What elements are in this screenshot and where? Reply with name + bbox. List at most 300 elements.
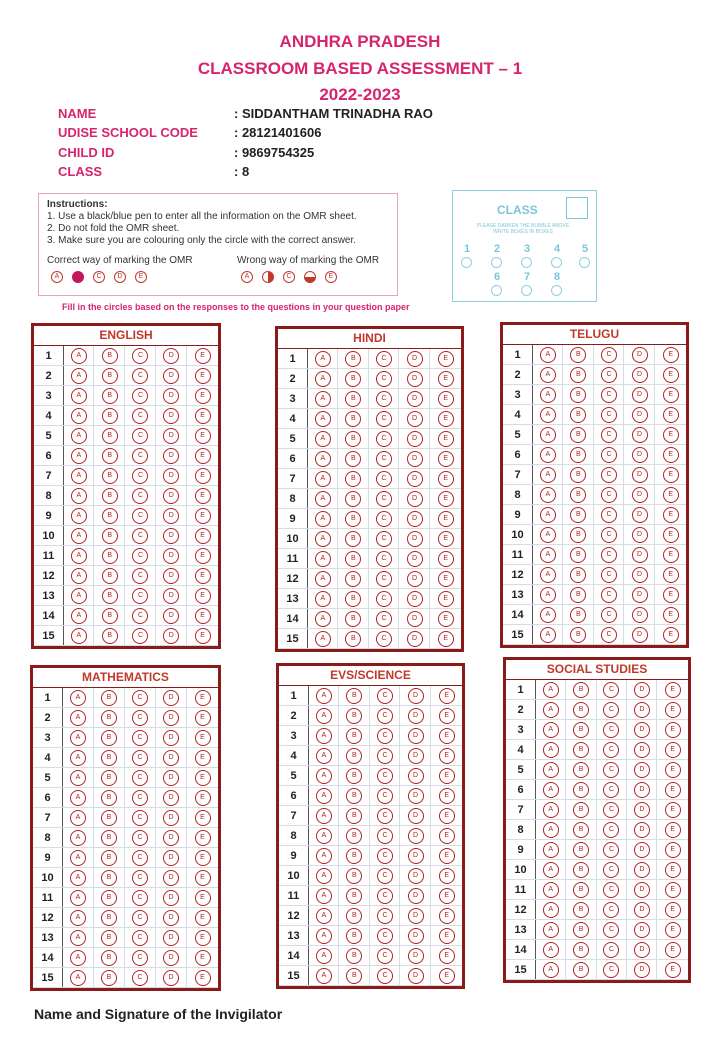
answer-bubble-a[interactable]: A [316,748,332,764]
answer-bubble-c[interactable]: C [376,571,392,587]
answer-bubble-b[interactable]: B [345,371,361,387]
answer-bubble-e[interactable]: E [195,548,211,564]
answer-bubble-c[interactable]: C [132,528,148,544]
answer-bubble-b[interactable]: B [102,428,118,444]
answer-bubble-d[interactable]: D [163,810,179,826]
answer-bubble-b[interactable]: B [346,768,362,784]
answer-bubble-a[interactable]: A [316,708,332,724]
answer-bubble-e[interactable]: E [439,848,455,864]
answer-bubble-b[interactable]: B [345,351,361,367]
answer-bubble-c[interactable]: C [603,782,619,798]
answer-bubble-b[interactable]: B [570,607,586,623]
answer-bubble-e[interactable]: E [438,371,454,387]
answer-bubble-b[interactable]: B [101,850,117,866]
answer-bubble-e[interactable]: E [439,788,455,804]
answer-bubble-e[interactable]: E [439,828,455,844]
answer-bubble-b[interactable]: B [570,527,586,543]
answer-bubble-e[interactable]: E [665,962,681,978]
answer-bubble-e[interactable]: E [663,487,679,503]
answer-bubble-e[interactable]: E [665,782,681,798]
answer-bubble-a[interactable]: A [70,910,86,926]
answer-bubble-c[interactable]: C [376,471,392,487]
answer-bubble-a[interactable]: A [315,631,331,647]
answer-bubble-a[interactable]: A [315,591,331,607]
answer-bubble-c[interactable]: C [132,710,148,726]
answer-bubble-d[interactable]: D [634,762,650,778]
answer-bubble-a[interactable]: A [71,568,87,584]
answer-bubble-a[interactable]: A [71,528,87,544]
answer-bubble-d[interactable]: D [408,868,424,884]
answer-bubble-c[interactable]: C [132,830,148,846]
answer-bubble-d[interactable]: D [632,507,648,523]
answer-bubble-c[interactable]: C [377,968,393,984]
answer-bubble-d[interactable]: D [407,591,423,607]
answer-bubble-a[interactable]: A [315,611,331,627]
answer-bubble-d[interactable]: D [634,802,650,818]
answer-bubble-c[interactable]: C [601,387,617,403]
answer-bubble-e[interactable]: E [439,868,455,884]
answer-bubble-b[interactable]: B [102,368,118,384]
answer-bubble-d[interactable]: D [163,528,179,544]
answer-bubble-d[interactable]: D [632,627,648,643]
answer-bubble-a[interactable]: A [316,808,332,824]
answer-bubble-a[interactable]: A [543,722,559,738]
answer-bubble-a[interactable]: A [315,351,331,367]
answer-bubble-a[interactable]: A [70,930,86,946]
answer-bubble-c[interactable]: C [132,468,148,484]
answer-bubble-e[interactable]: E [195,690,211,706]
answer-bubble-a[interactable]: A [543,822,559,838]
answer-bubble-a[interactable]: A [71,428,87,444]
answer-bubble-b[interactable]: B [102,588,118,604]
answer-bubble-b[interactable]: B [345,431,361,447]
answer-bubble-d[interactable]: D [634,722,650,738]
answer-bubble-c[interactable]: C [377,788,393,804]
class-write-box[interactable] [566,197,588,219]
answer-bubble-d[interactable]: D [632,387,648,403]
answer-bubble-a[interactable]: A [543,922,559,938]
answer-bubble-b[interactable]: B [573,702,589,718]
answer-bubble-a[interactable]: A [540,567,556,583]
answer-bubble-c[interactable]: C [132,890,148,906]
answer-bubble-b[interactable]: B [101,810,117,826]
answer-bubble-c[interactable]: C [377,928,393,944]
answer-bubble-c[interactable]: C [601,447,617,463]
answer-bubble-e[interactable]: E [195,508,211,524]
answer-bubble-b[interactable]: B [346,828,362,844]
answer-bubble-b[interactable]: B [346,908,362,924]
answer-bubble-c[interactable]: C [601,427,617,443]
answer-bubble-b[interactable]: B [346,708,362,724]
answer-bubble-a[interactable]: A [543,882,559,898]
answer-bubble-a[interactable]: A [71,448,87,464]
answer-bubble-b[interactable]: B [346,788,362,804]
answer-bubble-d[interactable]: D [407,411,423,427]
answer-bubble-c[interactable]: C [132,690,148,706]
class-bubble[interactable] [579,257,590,268]
answer-bubble-c[interactable]: C [603,762,619,778]
answer-bubble-a[interactable]: A [540,447,556,463]
answer-bubble-e[interactable]: E [195,770,211,786]
answer-bubble-e[interactable]: E [663,407,679,423]
answer-bubble-c[interactable]: C [132,408,148,424]
answer-bubble-a[interactable]: A [71,368,87,384]
answer-bubble-d[interactable]: D [163,428,179,444]
answer-bubble-a[interactable]: A [543,942,559,958]
answer-bubble-c[interactable]: C [377,908,393,924]
answer-bubble-a[interactable]: A [71,588,87,604]
answer-bubble-d[interactable]: D [632,607,648,623]
answer-bubble-e[interactable]: E [195,468,211,484]
answer-bubble-e[interactable]: E [195,870,211,886]
answer-bubble-c[interactable]: C [132,548,148,564]
answer-bubble-a[interactable]: A [316,728,332,744]
answer-bubble-c[interactable]: C [132,488,148,504]
class-bubble[interactable] [551,285,562,296]
answer-bubble-b[interactable]: B [346,888,362,904]
answer-bubble-a[interactable]: A [543,962,559,978]
answer-bubble-d[interactable]: D [634,902,650,918]
answer-bubble-b[interactable]: B [570,587,586,603]
answer-bubble-c[interactable]: C [376,611,392,627]
answer-bubble-a[interactable]: A [70,730,86,746]
answer-bubble-b[interactable]: B [101,890,117,906]
answer-bubble-b[interactable]: B [573,842,589,858]
answer-bubble-e[interactable]: E [663,587,679,603]
answer-bubble-d[interactable]: D [407,351,423,367]
answer-bubble-e[interactable]: E [195,890,211,906]
answer-bubble-a[interactable]: A [70,950,86,966]
answer-bubble-a[interactable]: A [315,371,331,387]
answer-bubble-b[interactable]: B [570,427,586,443]
answer-bubble-b[interactable]: B [345,631,361,647]
answer-bubble-b[interactable]: B [570,487,586,503]
answer-bubble-a[interactable]: A [315,471,331,487]
answer-bubble-a[interactable]: A [315,511,331,527]
answer-bubble-a[interactable]: A [540,607,556,623]
answer-bubble-d[interactable]: D [407,431,423,447]
answer-bubble-b[interactable]: B [102,348,118,364]
answer-bubble-a[interactable]: A [70,750,86,766]
answer-bubble-b[interactable]: B [346,748,362,764]
answer-bubble-e[interactable]: E [195,388,211,404]
answer-bubble-d[interactable]: D [408,968,424,984]
answer-bubble-e[interactable]: E [195,950,211,966]
answer-bubble-c[interactable]: C [132,348,148,364]
answer-bubble-c[interactable]: C [132,810,148,826]
answer-bubble-e[interactable]: E [665,922,681,938]
answer-bubble-a[interactable]: A [316,928,332,944]
answer-bubble-d[interactable]: D [634,742,650,758]
answer-bubble-c[interactable]: C [132,508,148,524]
answer-bubble-b[interactable]: B [570,467,586,483]
answer-bubble-d[interactable]: D [163,388,179,404]
answer-bubble-c[interactable]: C [603,802,619,818]
answer-bubble-d[interactable]: D [163,750,179,766]
answer-bubble-a[interactable]: A [70,890,86,906]
answer-bubble-e[interactable]: E [438,431,454,447]
answer-bubble-e[interactable]: E [665,902,681,918]
answer-bubble-e[interactable]: E [195,488,211,504]
answer-bubble-b[interactable]: B [570,387,586,403]
answer-bubble-c[interactable]: C [603,902,619,918]
answer-bubble-c[interactable]: C [132,628,148,644]
answer-bubble-c[interactable]: C [377,868,393,884]
answer-bubble-e[interactable]: E [195,790,211,806]
answer-bubble-d[interactable]: D [407,571,423,587]
answer-bubble-c[interactable]: C [376,491,392,507]
answer-bubble-a[interactable]: A [71,488,87,504]
answer-bubble-d[interactable]: D [163,910,179,926]
answer-bubble-e[interactable]: E [439,928,455,944]
answer-bubble-c[interactable]: C [132,910,148,926]
answer-bubble-c[interactable]: C [376,631,392,647]
answer-bubble-c[interactable]: C [376,511,392,527]
answer-bubble-e[interactable]: E [665,882,681,898]
answer-bubble-a[interactable]: A [70,830,86,846]
answer-bubble-d[interactable]: D [634,862,650,878]
answer-bubble-d[interactable]: D [634,962,650,978]
answer-bubble-c[interactable]: C [377,828,393,844]
answer-bubble-e[interactable]: E [195,628,211,644]
answer-bubble-a[interactable]: A [71,348,87,364]
answer-bubble-e[interactable]: E [663,427,679,443]
answer-bubble-d[interactable]: D [408,808,424,824]
answer-bubble-b[interactable]: B [102,608,118,624]
answer-bubble-e[interactable]: E [195,930,211,946]
answer-bubble-c[interactable]: C [603,842,619,858]
answer-bubble-d[interactable]: D [408,948,424,964]
answer-bubble-d[interactable]: D [408,828,424,844]
answer-bubble-d[interactable]: D [163,408,179,424]
answer-bubble-d[interactable]: D [634,782,650,798]
answer-bubble-b[interactable]: B [346,728,362,744]
answer-bubble-e[interactable]: E [665,802,681,818]
answer-bubble-b[interactable]: B [570,547,586,563]
answer-bubble-e[interactable]: E [439,768,455,784]
answer-bubble-c[interactable]: C [377,728,393,744]
answer-bubble-a[interactable]: A [540,427,556,443]
answer-bubble-d[interactable]: D [632,407,648,423]
answer-bubble-b[interactable]: B [101,970,117,986]
answer-bubble-c[interactable]: C [376,351,392,367]
answer-bubble-b[interactable]: B [102,628,118,644]
answer-bubble-d[interactable]: D [408,708,424,724]
answer-bubble-c[interactable]: C [132,750,148,766]
answer-bubble-a[interactable]: A [540,367,556,383]
answer-bubble-a[interactable]: A [315,431,331,447]
answer-bubble-b[interactable]: B [345,511,361,527]
answer-bubble-a[interactable]: A [316,888,332,904]
answer-bubble-d[interactable]: D [632,567,648,583]
answer-bubble-e[interactable]: E [195,730,211,746]
answer-bubble-b[interactable]: B [573,922,589,938]
answer-bubble-a[interactable]: A [543,742,559,758]
answer-bubble-a[interactable]: A [543,802,559,818]
class-bubble[interactable] [461,257,472,268]
answer-bubble-a[interactable]: A [315,571,331,587]
answer-bubble-e[interactable]: E [438,351,454,367]
answer-bubble-c[interactable]: C [132,950,148,966]
answer-bubble-d[interactable]: D [634,682,650,698]
answer-bubble-c[interactable]: C [377,688,393,704]
answer-bubble-c[interactable]: C [601,407,617,423]
answer-bubble-e[interactable]: E [663,607,679,623]
answer-bubble-c[interactable]: C [377,888,393,904]
answer-bubble-b[interactable]: B [102,468,118,484]
answer-bubble-e[interactable]: E [438,551,454,567]
answer-bubble-c[interactable]: C [132,588,148,604]
answer-bubble-b[interactable]: B [346,848,362,864]
answer-bubble-d[interactable]: D [163,568,179,584]
answer-bubble-e[interactable]: E [195,970,211,986]
answer-bubble-b[interactable]: B [101,690,117,706]
answer-bubble-c[interactable]: C [603,682,619,698]
answer-bubble-b[interactable]: B [573,882,589,898]
answer-bubble-b[interactable]: B [346,688,362,704]
answer-bubble-b[interactable]: B [345,591,361,607]
answer-bubble-b[interactable]: B [570,407,586,423]
answer-bubble-c[interactable]: C [132,448,148,464]
answer-bubble-b[interactable]: B [346,968,362,984]
answer-bubble-e[interactable]: E [663,627,679,643]
answer-bubble-a[interactable]: A [540,467,556,483]
answer-bubble-a[interactable]: A [543,702,559,718]
answer-bubble-b[interactable]: B [102,488,118,504]
answer-bubble-c[interactable]: C [377,808,393,824]
answer-bubble-e[interactable]: E [195,810,211,826]
answer-bubble-c[interactable]: C [132,428,148,444]
answer-bubble-d[interactable]: D [632,487,648,503]
answer-bubble-a[interactable]: A [543,762,559,778]
answer-bubble-d[interactable]: D [163,368,179,384]
answer-bubble-a[interactable]: A [71,408,87,424]
answer-bubble-e[interactable]: E [195,348,211,364]
answer-bubble-b[interactable]: B [345,571,361,587]
answer-bubble-e[interactable]: E [195,588,211,604]
answer-bubble-b[interactable]: B [573,722,589,738]
answer-bubble-b[interactable]: B [102,408,118,424]
answer-bubble-e[interactable]: E [665,702,681,718]
answer-bubble-c[interactable]: C [132,608,148,624]
class-bubble[interactable] [491,285,502,296]
answer-bubble-b[interactable]: B [101,950,117,966]
answer-bubble-a[interactable]: A [316,908,332,924]
answer-bubble-e[interactable]: E [438,631,454,647]
answer-bubble-c[interactable]: C [376,451,392,467]
answer-bubble-e[interactable]: E [665,762,681,778]
answer-bubble-d[interactable]: D [163,588,179,604]
answer-bubble-d[interactable]: D [407,391,423,407]
answer-bubble-e[interactable]: E [439,688,455,704]
answer-bubble-b[interactable]: B [573,742,589,758]
answer-bubble-d[interactable]: D [408,908,424,924]
answer-bubble-c[interactable]: C [376,411,392,427]
answer-bubble-a[interactable]: A [71,508,87,524]
answer-bubble-c[interactable]: C [601,467,617,483]
answer-bubble-e[interactable]: E [195,608,211,624]
answer-bubble-c[interactable]: C [132,568,148,584]
answer-bubble-d[interactable]: D [634,702,650,718]
answer-bubble-a[interactable]: A [316,828,332,844]
answer-bubble-a[interactable]: A [71,608,87,624]
answer-bubble-e[interactable]: E [439,888,455,904]
answer-bubble-d[interactable]: D [163,628,179,644]
answer-bubble-b[interactable]: B [101,830,117,846]
answer-bubble-a[interactable]: A [540,407,556,423]
answer-bubble-c[interactable]: C [376,551,392,567]
answer-bubble-c[interactable]: C [132,870,148,886]
answer-bubble-b[interactable]: B [573,962,589,978]
answer-bubble-b[interactable]: B [573,782,589,798]
answer-bubble-d[interactable]: D [163,970,179,986]
answer-bubble-e[interactable]: E [663,347,679,363]
answer-bubble-c[interactable]: C [603,742,619,758]
answer-bubble-a[interactable]: A [71,548,87,564]
answer-bubble-c[interactable]: C [377,748,393,764]
answer-bubble-d[interactable]: D [632,467,648,483]
answer-bubble-a[interactable]: A [71,468,87,484]
answer-bubble-d[interactable]: D [407,511,423,527]
answer-bubble-b[interactable]: B [573,862,589,878]
answer-bubble-b[interactable]: B [570,367,586,383]
answer-bubble-a[interactable]: A [540,487,556,503]
answer-bubble-b[interactable]: B [573,902,589,918]
answer-bubble-d[interactable]: D [408,888,424,904]
answer-bubble-b[interactable]: B [346,808,362,824]
answer-bubble-e[interactable]: E [663,527,679,543]
answer-bubble-a[interactable]: A [315,451,331,467]
answer-bubble-c[interactable]: C [132,790,148,806]
answer-bubble-d[interactable]: D [163,468,179,484]
answer-bubble-e[interactable]: E [438,471,454,487]
answer-bubble-a[interactable]: A [316,848,332,864]
answer-bubble-c[interactable]: C [603,822,619,838]
answer-bubble-e[interactable]: E [195,710,211,726]
answer-bubble-a[interactable]: A [70,790,86,806]
class-bubble[interactable] [521,285,532,296]
answer-bubble-a[interactable]: A [540,347,556,363]
answer-bubble-d[interactable]: D [632,447,648,463]
answer-bubble-b[interactable]: B [573,822,589,838]
answer-bubble-b[interactable]: B [345,391,361,407]
answer-bubble-d[interactable]: D [163,348,179,364]
answer-bubble-b[interactable]: B [570,627,586,643]
answer-bubble-e[interactable]: E [438,451,454,467]
answer-bubble-d[interactable]: D [407,451,423,467]
answer-bubble-a[interactable]: A [316,868,332,884]
answer-bubble-b[interactable]: B [101,770,117,786]
answer-bubble-c[interactable]: C [603,882,619,898]
answer-bubble-e[interactable]: E [663,467,679,483]
answer-bubble-d[interactable]: D [634,942,650,958]
answer-bubble-b[interactable]: B [345,531,361,547]
answer-bubble-a[interactable]: A [315,531,331,547]
answer-bubble-d[interactable]: D [408,768,424,784]
answer-bubble-d[interactable]: D [634,822,650,838]
answer-bubble-a[interactable]: A [70,970,86,986]
answer-bubble-e[interactable]: E [665,842,681,858]
answer-bubble-a[interactable]: A [70,770,86,786]
answer-bubble-a[interactable]: A [543,682,559,698]
answer-bubble-c[interactable]: C [376,431,392,447]
answer-bubble-e[interactable]: E [439,728,455,744]
answer-bubble-c[interactable]: C [603,722,619,738]
answer-bubble-c[interactable]: C [601,547,617,563]
answer-bubble-c[interactable]: C [376,391,392,407]
answer-bubble-a[interactable]: A [540,507,556,523]
answer-bubble-a[interactable]: A [540,547,556,563]
